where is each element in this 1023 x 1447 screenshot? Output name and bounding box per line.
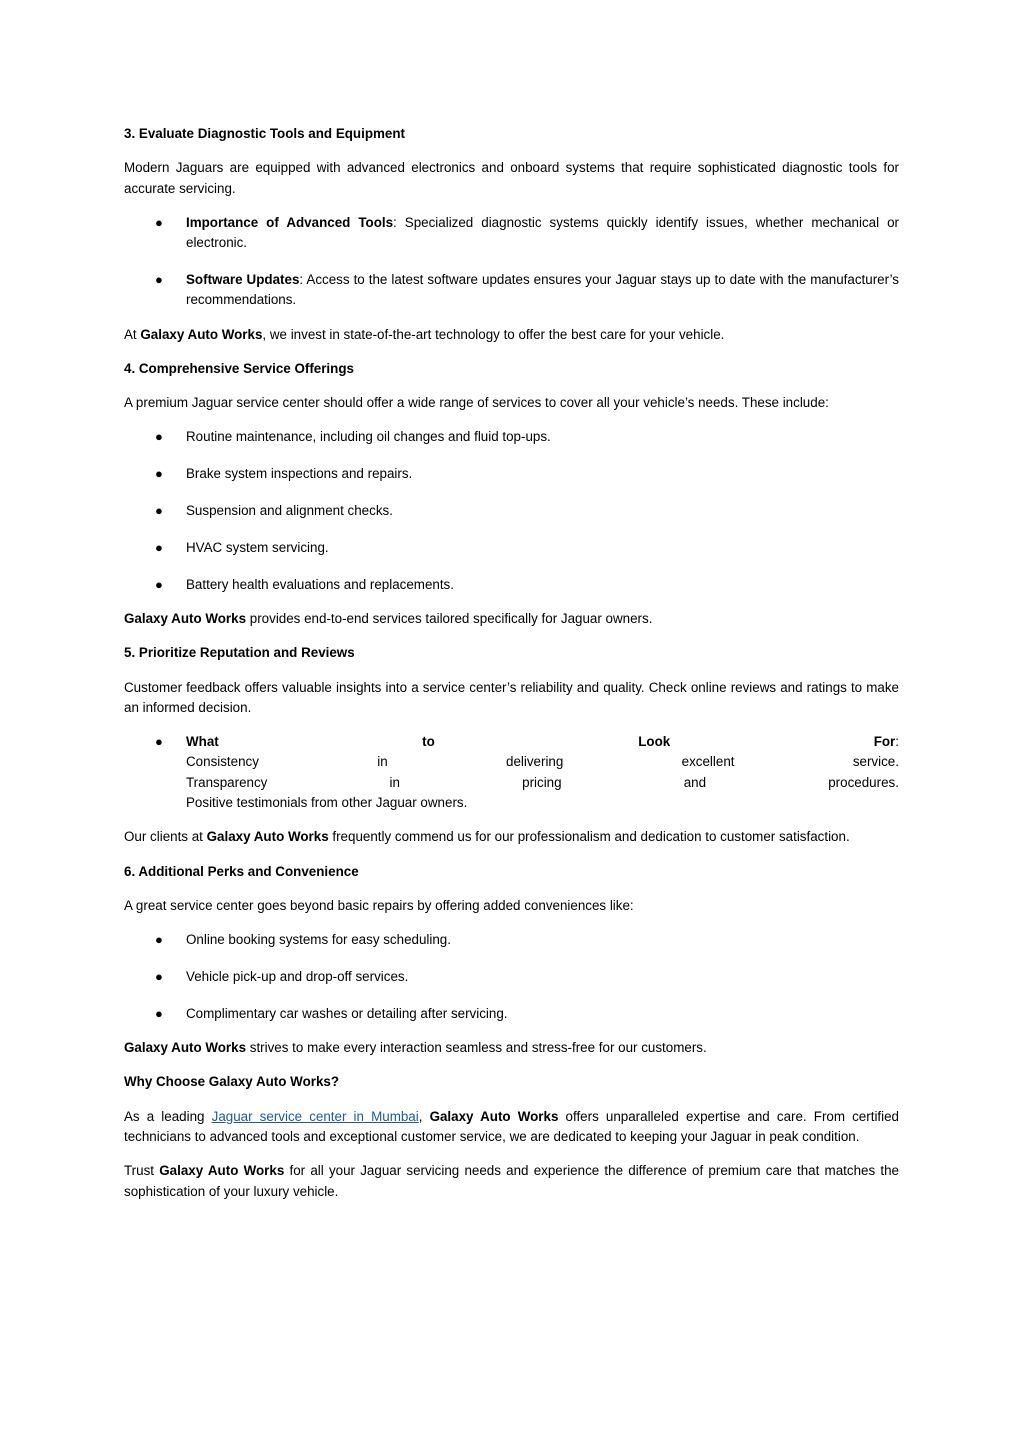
closing-text: frequently commend us for our professionalism and dedication to customer satisfaction. xyxy=(328,829,850,845)
word: What xyxy=(186,734,219,750)
bullet-icon: ● xyxy=(155,576,163,592)
word: Look xyxy=(638,734,671,750)
section-5-heading: 5. Prioritize Reputation and Reviews xyxy=(124,645,355,661)
item-text: Brake system inspections and repairs. xyxy=(186,466,413,482)
bullet-icon: ● xyxy=(155,1005,163,1021)
closing-text: Our clients at xyxy=(124,829,207,845)
brand-name: Galaxy Auto Works xyxy=(140,326,263,342)
section-6-intro: A great service center goes beyond basic repairs by offering added conveniences like: xyxy=(124,897,634,913)
paragraph-text: Trust xyxy=(124,1163,160,1179)
closing-text: At xyxy=(124,326,141,342)
list-item xyxy=(124,930,899,950)
item-text: Online booking systems for easy scheduling. xyxy=(186,932,451,948)
document-page xyxy=(124,124,899,1216)
brand-name: Galaxy Auto Works xyxy=(206,829,329,845)
word: procedures. xyxy=(828,774,899,790)
section-4-intro: A premium Jaguar service center should offer a wide range of services to cover all your vehicle’s needs. These include: xyxy=(124,395,829,411)
what-to-look-for-line xyxy=(186,732,899,752)
paragraph-text: As a leading xyxy=(124,1108,212,1124)
list-item xyxy=(124,464,899,484)
bullet-icon: ● xyxy=(155,503,163,519)
jaguar-service-link[interactable]: Jaguar service center in Mumbai xyxy=(211,1108,419,1124)
bullet-icon: ● xyxy=(155,539,163,555)
bullet-icon: ● xyxy=(155,969,163,985)
list-item xyxy=(124,967,899,987)
section-5-closing xyxy=(124,827,899,847)
criteria-line-2 xyxy=(186,773,899,793)
list-item xyxy=(124,538,899,558)
bullet-icon: ● xyxy=(155,734,163,750)
bullet-icon: ● xyxy=(155,466,163,482)
word: pricing xyxy=(522,774,562,790)
list-item xyxy=(124,1004,899,1024)
why-choose-heading: Why Choose Galaxy Auto Works? xyxy=(124,1074,340,1090)
word: in xyxy=(377,754,388,770)
closing-text: strives to make every interaction seamless and stress-free for our customers. xyxy=(246,1040,707,1056)
word: and xyxy=(683,774,707,790)
word: service. xyxy=(852,754,899,770)
word: Transparency xyxy=(186,774,268,790)
list-item xyxy=(124,575,899,595)
section-3-heading: 3. Evaluate Diagnostic Tools and Equipment xyxy=(124,126,405,141)
bullet-icon: ● xyxy=(155,429,163,445)
item-text: : Specialized diagnostic systems quickly identify issues, whether mechanical or electronic. xyxy=(186,214,899,251)
word: delivering xyxy=(506,754,564,770)
closing-text: provides end-to-end services tailored specifically for Jaguar owners. xyxy=(246,610,653,626)
section-6-closing xyxy=(124,1038,899,1058)
list-item xyxy=(124,270,899,311)
paragraph-text: , xyxy=(418,1108,430,1124)
word: Consistency xyxy=(186,754,259,770)
brand-name: Galaxy Auto Works xyxy=(159,1163,285,1179)
paragraph-text: offers unparalleled expertise and care. From certified technicians to advanced tools and exceptional customer service, we are dedicated to keeping your Jaguar in peak condition. xyxy=(124,1108,900,1144)
section-3-list xyxy=(124,213,899,311)
item-text: Suspension and alignment checks. xyxy=(186,503,393,519)
section-6-list xyxy=(124,930,899,1024)
criteria-line-3: Positive testimonials from other Jaguar owners. xyxy=(186,795,468,811)
section-5-list xyxy=(124,732,899,813)
word: in xyxy=(389,774,400,790)
list-item xyxy=(124,427,899,447)
word: to xyxy=(422,734,435,750)
list-item xyxy=(124,213,899,254)
item-text: Complimentary car washes or detailing after servicing. xyxy=(186,1005,508,1021)
word-group xyxy=(874,732,899,752)
item-bold: Software Updates xyxy=(186,271,300,287)
item-text: Battery health evaluations and replacements. xyxy=(186,576,454,592)
brand-name: Galaxy Auto Works xyxy=(429,1108,559,1124)
why-choose-paragraph-1 xyxy=(124,1107,899,1148)
section-3-closing xyxy=(124,325,899,345)
word: excellent xyxy=(681,754,735,770)
section-4-list xyxy=(124,427,899,594)
item-text: Vehicle pick-up and drop-off services. xyxy=(186,969,409,985)
list-item xyxy=(124,732,899,813)
brand-name: Galaxy Auto Works xyxy=(124,1040,247,1056)
section-6-heading: 6. Additional Perks and Convenience xyxy=(124,863,359,879)
item-bold: Importance of Advanced Tools xyxy=(186,214,394,230)
closing-text: , we invest in state-of-the-art technology to offer the best care for your vehicle. xyxy=(262,326,725,342)
word: For xyxy=(873,734,896,750)
criteria-line-1 xyxy=(186,752,899,772)
section-3-intro: Modern Jaguars are equipped with advanced electronics and onboard systems that require sophisticated diagnostic tools for accurate servicing. xyxy=(124,160,899,196)
section-5-intro: Customer feedback offers valuable insights into a service center’s reliability and quality. Check online reviews and ratings to make an informed decision. xyxy=(124,679,899,715)
bullet-icon: ● xyxy=(155,271,163,287)
paragraph-text: for all your Jaguar servicing needs and experience the difference of premium care that matches the sophistication of your luxury vehicle. xyxy=(124,1163,899,1199)
why-choose-paragraph-2 xyxy=(124,1161,899,1202)
bullet-icon: ● xyxy=(155,214,163,230)
item-text: : Access to the latest software updates ensures your Jaguar stays up to date with the manufacturer’s recommendations. xyxy=(186,271,900,308)
bullet-icon: ● xyxy=(155,932,163,948)
item-text: Routine maintenance, including oil changes and fluid top-ups. xyxy=(186,429,551,445)
list-item xyxy=(124,501,899,521)
colon: : xyxy=(895,734,899,750)
item-text: HVAC system servicing. xyxy=(186,539,329,555)
brand-name: Galaxy Auto Works xyxy=(124,610,247,626)
section-4-closing xyxy=(124,609,899,629)
section-4-heading: 4. Comprehensive Service Offerings xyxy=(124,360,354,376)
